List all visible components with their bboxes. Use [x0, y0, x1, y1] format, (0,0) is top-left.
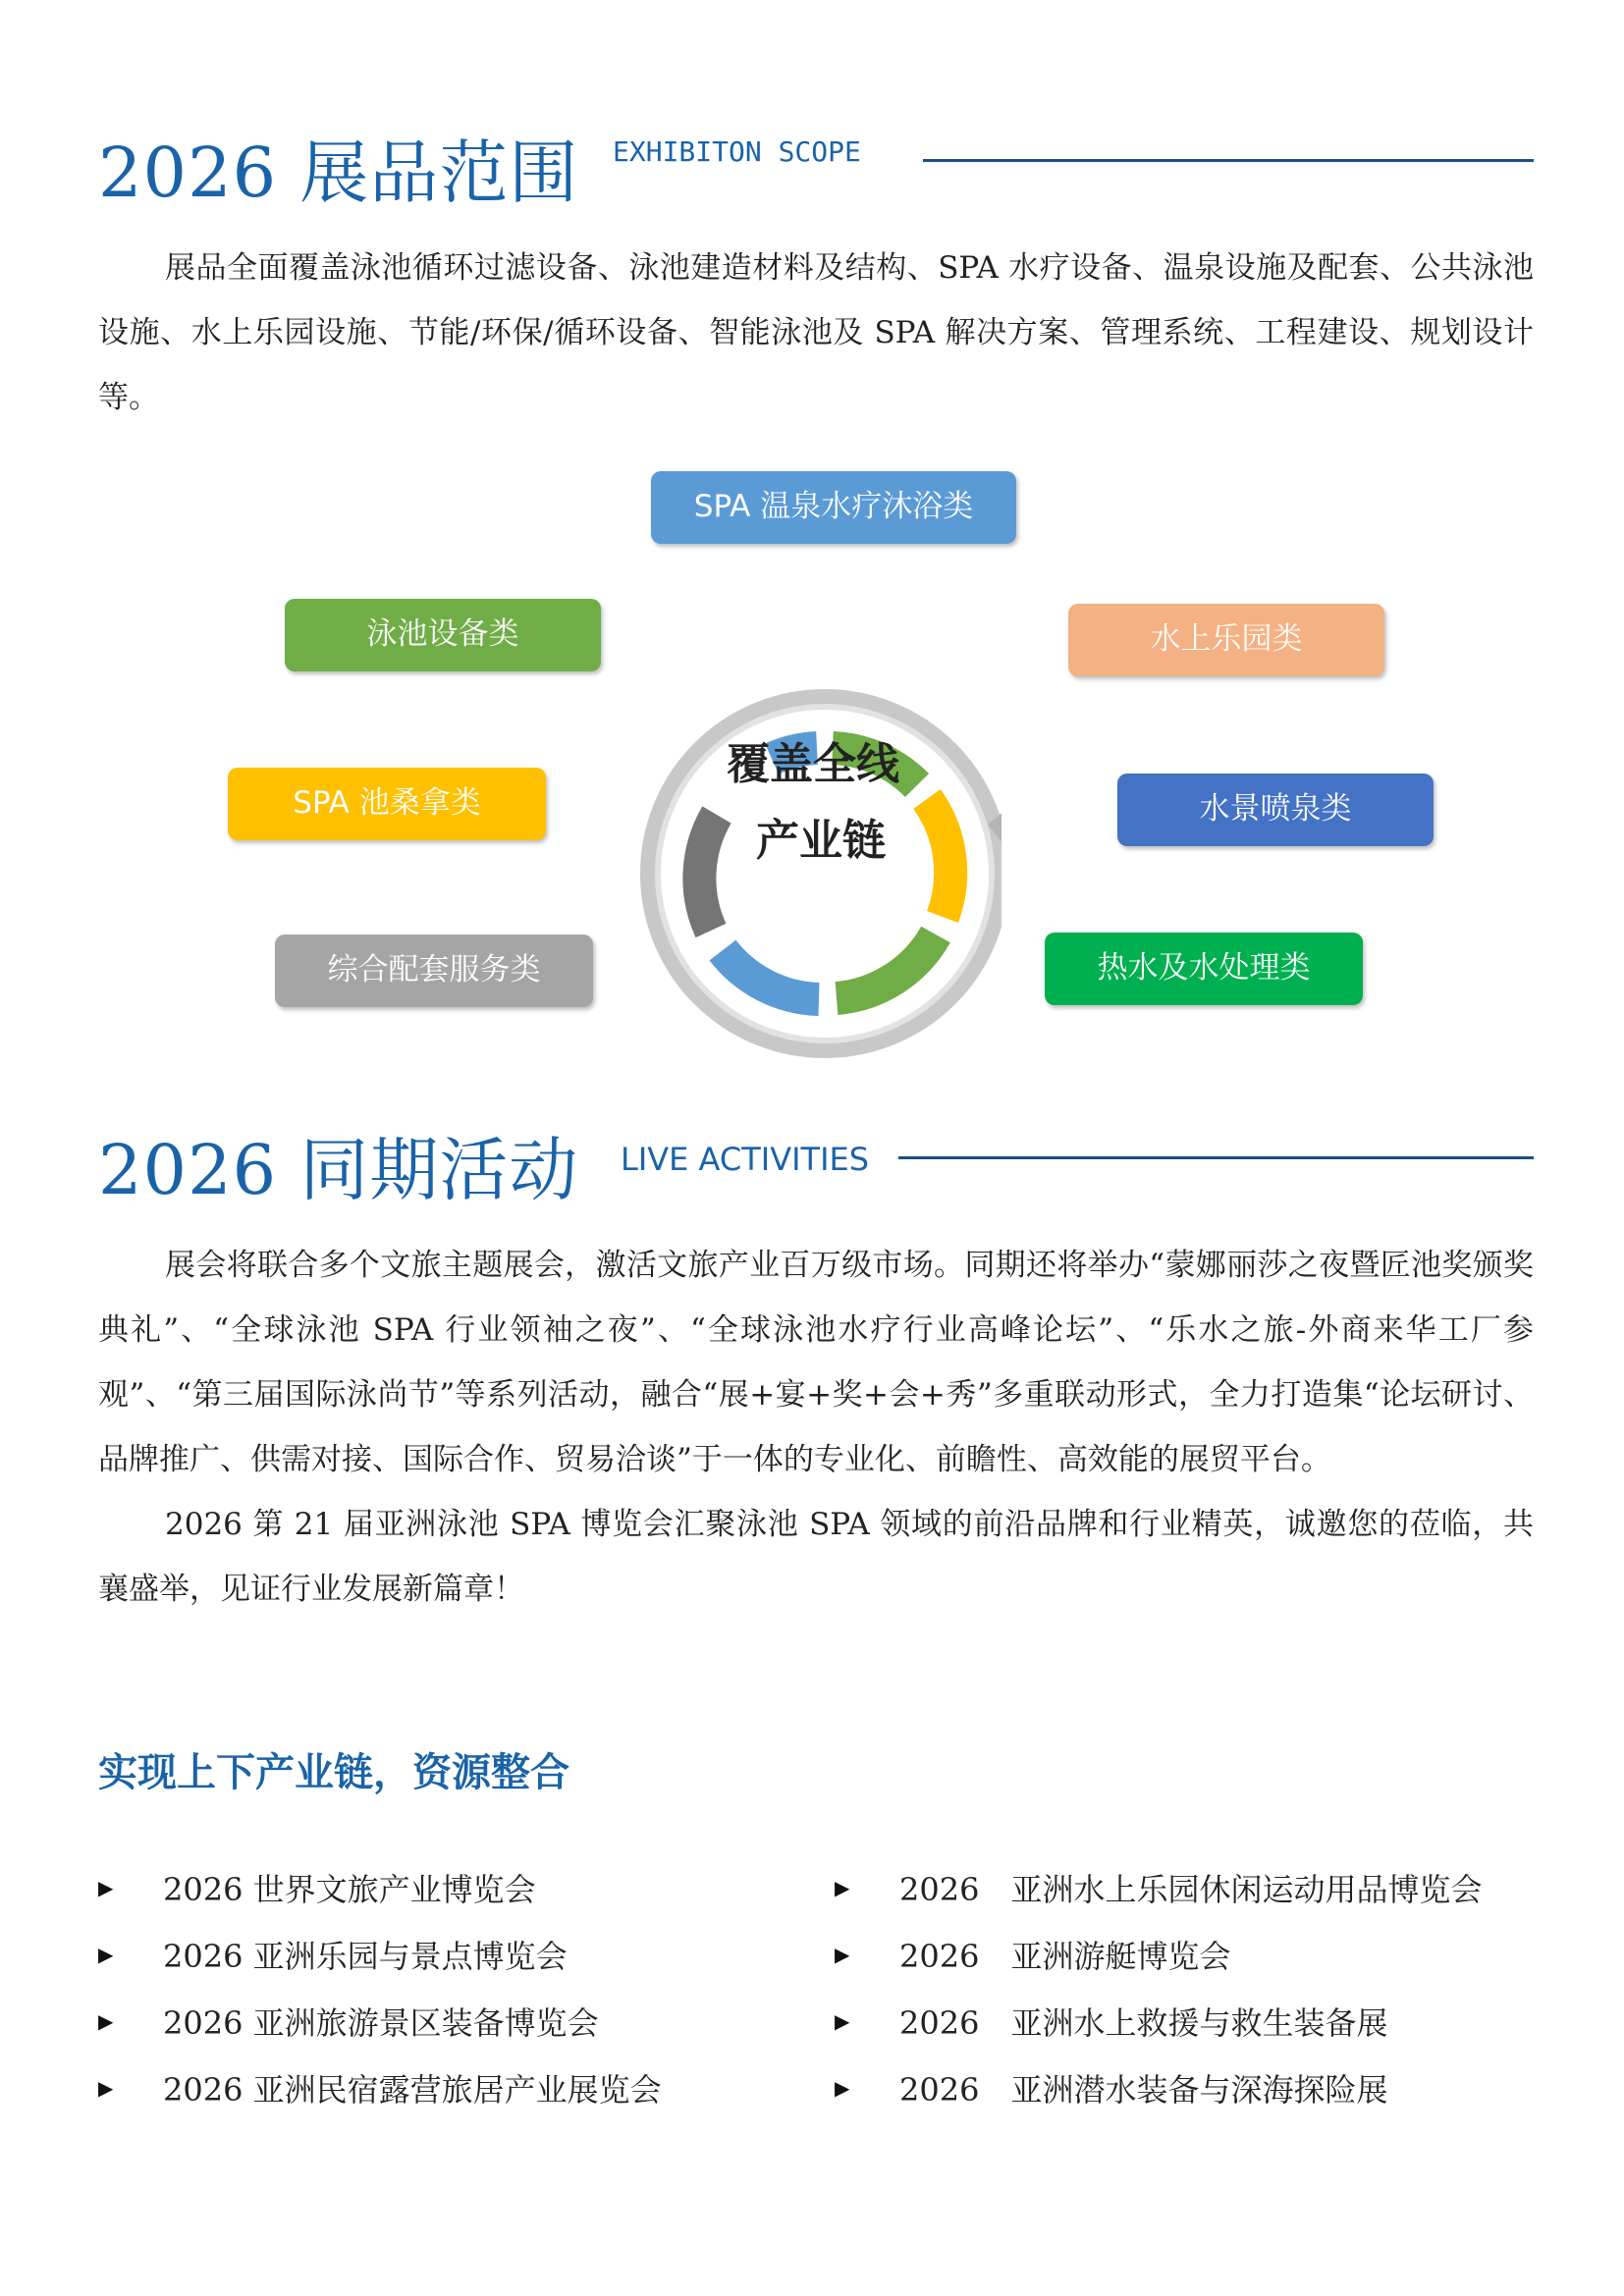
- category-fountain: 水景喷泉类: [1117, 774, 1434, 846]
- center-label-line2: 产业链: [756, 816, 886, 866]
- segment-blue-bottom: [723, 950, 819, 999]
- section2-paragraph1: 展会将联合多个文旅主题展会，激活文旅产业百万级市场。同期还将举办“蒙娜丽莎之夜暨匠池奖颁奖典礼”、“全球泳池 SPA 行业领袖之夜”、“全球泳池水疗行业高峰论坛”、“乐水之旅-外商来华工厂参观”、“第三届国际泳尚节”等系列活动，融合“展+宴+奖+会+秀”多重联动形式，全力打造集“论坛研讨、品牌推广、供需对接、国际合作、贸易洽谈”于一体的专业化、前瞻性、高效能的展贸平台。: [98, 1248, 1534, 1477]
- list-item: ▶ 2026 世界文旅产业博览会: [98, 1871, 536, 1908]
- triangle-bullet-icon: ▶: [98, 2009, 114, 2033]
- triangle-bullet-icon: ▶: [98, 1943, 114, 1966]
- section1-paragraph: [98, 236, 1534, 430]
- category-spa-hot-spring: SPA 温泉水疗沐浴类: [651, 471, 1016, 544]
- triangle-bullet-icon: ▶: [98, 1876, 114, 1899]
- category-spa-pool-sauna: SPA 池桑拿类: [228, 768, 546, 840]
- list-item: ▶ 2026 亚洲民宿露营旅居产业展览会: [98, 2071, 662, 2109]
- ring-graphic: [609, 579, 1001, 1168]
- industry-chain-diagram: [0, 452, 1624, 1041]
- segment-green-bottom: [837, 934, 936, 998]
- section3-title: 实现上下产业链，资源整合: [98, 1750, 569, 1795]
- list-item: ▶ 2026 亚洲旅游景区装备博览会: [98, 2004, 599, 2042]
- section1-title: 2026 展品范围: [98, 133, 579, 213]
- category-support-services: 综合配套服务类: [275, 934, 593, 1007]
- section1-subtitle: EXHIBITON SCOPE: [613, 135, 861, 168]
- triangle-bullet-icon: ▶: [835, 1943, 850, 1966]
- section1-text: 展品全面覆盖泳池循环过滤设备、泳池建造材料及结构、SPA 水疗设备、温泉设施及配套、公共泳池设施、水上乐园设施、节能/环保/循环设备、智能泳池及 SPA 解决方案、管理系统、工程建设、规划设计等。: [98, 250, 1534, 415]
- list-item: ▶ 2026 亚洲水上乐园休闲运动用品博览会: [835, 1871, 1483, 1908]
- section2-subtitle: LIVE ACTIVITIES: [621, 1141, 870, 1178]
- section2-title: 2026 同期活动: [98, 1130, 579, 1210]
- triangle-bullet-icon: ▶: [835, 2009, 850, 2033]
- list-item: ▶ 2026 亚洲水上救援与救生装备展: [835, 2004, 1388, 2042]
- list-item: ▶ 2026 亚洲潜水装备与深海探险展: [835, 2071, 1388, 2109]
- category-pool-equipment: 泳池设备类: [285, 599, 601, 671]
- section2-paragraph2: 2026 第 21 届亚洲泳池 SPA 博览会汇聚泳池 SPA 领域的前沿品牌和行业精英，诚邀您的莅临，共襄盛举，见证行业发展新篇章！: [98, 1507, 1534, 1607]
- segment-yellow: [927, 799, 950, 917]
- list-item: ▶ 2026 亚洲乐园与景点博览会: [98, 1938, 568, 1975]
- section2-divider: [898, 1156, 1534, 1159]
- section1-divider: [923, 159, 1534, 162]
- segment-grey: [699, 815, 717, 931]
- triangle-bullet-icon: ▶: [835, 1876, 850, 1899]
- list-item: ▶ 2026 亚洲游艇博览会: [835, 1938, 1231, 1975]
- category-hot-water-treatment: 热水及水处理类: [1045, 933, 1363, 1005]
- section2-body: [98, 1233, 1534, 1622]
- triangle-bullet-icon: ▶: [835, 2076, 850, 2100]
- center-label-line1: 覆盖全线: [727, 739, 899, 789]
- triangle-bullet-icon: ▶: [98, 2076, 114, 2100]
- category-water-park: 水上乐园类: [1068, 604, 1384, 676]
